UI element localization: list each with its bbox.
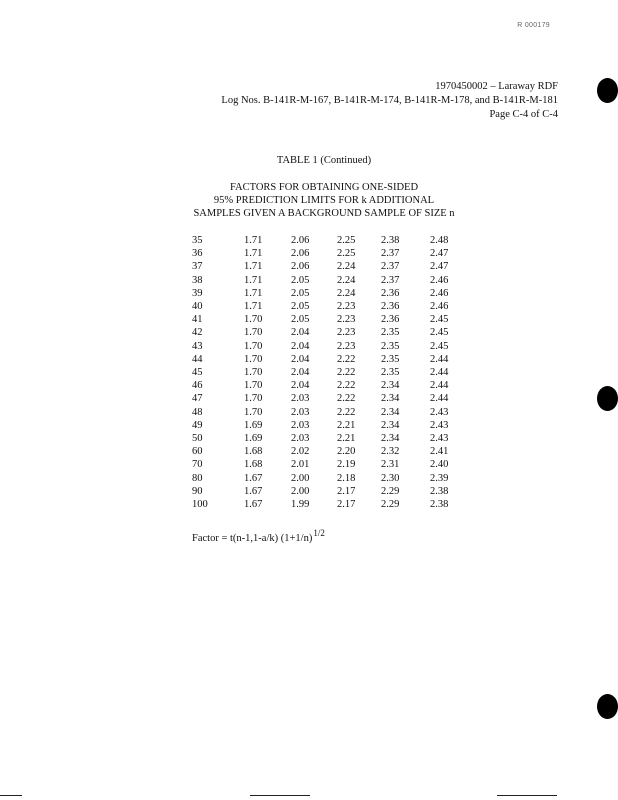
table-row	[184, 326, 470, 339]
table-cell-n: 80	[192, 472, 203, 484]
table-cell-factor: 1.70	[244, 353, 263, 365]
table-cell-factor: 2.45	[430, 314, 449, 326]
table-cell-factor: 2.22	[337, 353, 356, 365]
table-cell-n: 39	[192, 287, 203, 299]
table-cell-factor: 1.67	[244, 485, 263, 497]
table-cell-factor: 2.45	[430, 327, 449, 339]
table-cell-factor: 2.03	[291, 433, 310, 445]
table-cell-factor: 2.43	[430, 406, 449, 418]
table-row	[184, 445, 470, 458]
table-cell-factor: 2.34	[381, 393, 400, 405]
table-row	[184, 300, 470, 313]
table-cell-factor: 2.48	[430, 235, 449, 246]
table-cell-factor: 2.04	[291, 340, 310, 352]
table-row	[184, 366, 470, 379]
table-cell-factor: 2.37	[381, 261, 400, 273]
table-cell-factor: 2.43	[430, 433, 449, 445]
table-cell-n: 90	[192, 485, 203, 497]
table-cell-factor: 2.24	[337, 261, 356, 273]
table-cell-n: 36	[192, 248, 203, 260]
table-cell-factor: 2.47	[430, 248, 449, 260]
punch-hole-icon	[597, 694, 618, 719]
table-cell-factor: 2.43	[430, 419, 449, 431]
document-id: R 000179	[517, 22, 550, 29]
log-numbers: Log Nos. B-141R-M-167, B-141R-M-174, B-141R-M-178, and B-141R-M-181	[221, 95, 558, 106]
table-row	[184, 392, 470, 405]
table-cell-factor: 2.45	[430, 340, 449, 352]
table-cell-n: 50	[192, 433, 203, 445]
table-cell-factor: 1.71	[244, 274, 263, 286]
subtitle-line-2: 95% PREDICTION LIMITS FOR k ADDITIONAL	[213, 195, 435, 206]
table-cell-factor: 2.04	[291, 380, 310, 392]
table-cell-n: 42	[192, 327, 203, 339]
subtitle-line-1: FACTORS FOR OBTAINING ONE-SIDED	[229, 182, 419, 193]
table-cell-factor: 2.36	[381, 301, 400, 313]
table-cell-factor: 2.22	[337, 406, 356, 418]
table-row	[184, 313, 470, 326]
table-cell-n: 44	[192, 353, 203, 365]
table-cell-n: 38	[192, 274, 203, 286]
table-cell-factor: 2.46	[430, 287, 449, 299]
table-cell-factor: 2.39	[430, 472, 449, 484]
table-cell-factor: 2.18	[337, 472, 356, 484]
table-row	[184, 234, 470, 247]
table-cell-factor: 2.35	[381, 353, 400, 365]
table-cell-factor: 2.23	[337, 301, 356, 313]
footer-rule	[250, 795, 310, 796]
table-cell-factor: 2.02	[291, 446, 310, 458]
table-cell-n: 40	[192, 301, 203, 313]
table-cell-factor: 2.29	[381, 485, 400, 497]
table-cell-factor: 2.19	[337, 459, 356, 471]
table-cell-factor: 2.24	[337, 287, 356, 299]
table-cell-factor: 1.70	[244, 406, 263, 418]
table-cell-factor: 2.25	[337, 235, 356, 246]
formula-exponent: 1/2	[313, 528, 325, 538]
table-cell-factor: 2.06	[291, 248, 310, 260]
table-row	[184, 498, 470, 511]
table-cell-factor: 2.36	[381, 314, 400, 326]
table-cell-n: 47	[192, 393, 203, 405]
table-cell-factor: 2.34	[381, 433, 400, 445]
table-row	[184, 419, 470, 432]
project-title: 1970450002 – Laraway RDF	[435, 81, 558, 92]
table-cell-factor: 1.71	[244, 248, 263, 260]
table-cell-factor: 2.47	[430, 261, 449, 273]
table-cell-factor: 2.06	[291, 261, 310, 273]
page-number: Page C-4 of C-4	[489, 109, 558, 120]
table-cell-factor: 1.69	[244, 433, 263, 445]
table-subtitle	[0, 181, 618, 220]
table-cell-factor: 1.70	[244, 314, 263, 326]
formula-text: Factor = t(n-1,1-a/k) (1+1/n)	[192, 533, 313, 544]
table-cell-factor: 2.22	[337, 380, 356, 392]
table-cell-factor: 2.05	[291, 314, 310, 326]
table-cell-n: 60	[192, 446, 203, 458]
table-cell-factor: 2.06	[291, 235, 310, 246]
table-cell-n: 48	[192, 406, 203, 418]
table-cell-factor: 2.44	[430, 353, 449, 365]
table-row	[184, 379, 470, 392]
table-row	[184, 458, 470, 471]
table-cell-factor: 2.00	[291, 485, 310, 497]
table-row	[184, 260, 470, 273]
table-row	[184, 274, 470, 287]
table-cell-factor: 1.70	[244, 367, 263, 379]
table-row	[184, 287, 470, 300]
table-cell-factor: 2.17	[337, 499, 356, 511]
table-cell-factor: 2.17	[337, 485, 356, 497]
table-cell-factor: 1.71	[244, 235, 263, 246]
table-cell-factor: 2.04	[291, 327, 310, 339]
table-cell-factor: 2.38	[381, 235, 400, 246]
factor-formula	[192, 528, 325, 544]
table-cell-factor: 2.32	[381, 446, 400, 458]
table-cell-n: 45	[192, 367, 203, 379]
table-cell-factor: 2.22	[337, 367, 356, 379]
punch-hole-icon	[597, 386, 618, 411]
table-row	[184, 406, 470, 419]
table-cell-factor: 2.37	[381, 248, 400, 260]
table-cell-factor: 2.44	[430, 393, 449, 405]
table-cell-factor: 1.70	[244, 380, 263, 392]
table-row	[184, 340, 470, 353]
table-cell-factor: 2.03	[291, 393, 310, 405]
table-cell-factor: 2.34	[381, 406, 400, 418]
table-cell-factor: 2.20	[337, 446, 356, 458]
footer-rule	[0, 795, 22, 796]
table-cell-n: 41	[192, 314, 203, 326]
table-cell-factor: 2.05	[291, 301, 310, 313]
table-cell-factor: 2.34	[381, 419, 400, 431]
table-cell-factor: 2.00	[291, 472, 310, 484]
table-cell-factor: 2.34	[381, 380, 400, 392]
table-cell-factor: 1.70	[244, 393, 263, 405]
table-cell-factor: 2.44	[430, 367, 449, 379]
table-cell-factor: 2.40	[430, 459, 449, 471]
table-row	[184, 353, 470, 366]
table-cell-n: 46	[192, 380, 203, 392]
factor-table-body	[184, 234, 470, 511]
table-cell-factor: 2.23	[337, 340, 356, 352]
table-cell-factor: 1.68	[244, 459, 263, 471]
punch-hole-icon	[597, 78, 618, 103]
table-row	[184, 472, 470, 485]
table-cell-factor: 1.70	[244, 340, 263, 352]
table-cell-factor: 2.31	[381, 459, 400, 471]
table-cell-factor: 2.04	[291, 367, 310, 379]
table-cell-factor: 2.29	[381, 499, 400, 511]
table-cell-factor: 2.21	[337, 433, 356, 445]
table-cell-factor: 1.67	[244, 499, 263, 511]
table-cell-factor: 1.69	[244, 419, 263, 431]
table-cell-factor: 2.23	[337, 314, 356, 326]
subtitle-line-3: SAMPLES GIVEN A BACKGROUND SAMPLE OF SIZE n	[193, 208, 455, 219]
page-header	[221, 80, 558, 122]
factor-table	[184, 234, 470, 511]
table-cell-n: 37	[192, 261, 203, 273]
table-cell-n: 35	[192, 235, 203, 246]
table-cell-n: 49	[192, 419, 203, 431]
table-title: TABLE 1 (Continued)	[276, 155, 372, 166]
table-cell-factor: 1.67	[244, 472, 263, 484]
table-cell-factor: 2.35	[381, 367, 400, 379]
table-cell-factor: 2.35	[381, 327, 400, 339]
table-cell-factor: 2.38	[430, 485, 449, 497]
table-cell-factor: 2.30	[381, 472, 400, 484]
table-cell-factor: 2.46	[430, 301, 449, 313]
table-cell-n: 100	[192, 499, 208, 511]
table-cell-n: 70	[192, 459, 203, 471]
table-cell-factor: 2.37	[381, 274, 400, 286]
table-cell-factor: 2.03	[291, 406, 310, 418]
table-cell-factor: 2.46	[430, 274, 449, 286]
table-cell-factor: 2.01	[291, 459, 310, 471]
table-cell-factor: 2.38	[430, 499, 449, 511]
table-cell-factor: 1.71	[244, 301, 263, 313]
table-cell-factor: 2.36	[381, 287, 400, 299]
table-cell-factor: 1.70	[244, 327, 263, 339]
table-cell-factor: 2.41	[430, 446, 449, 458]
table-cell-factor: 2.05	[291, 274, 310, 286]
table-cell-factor: 1.99	[291, 499, 310, 511]
table-cell-factor: 2.44	[430, 380, 449, 392]
table-row	[184, 485, 470, 498]
table-cell-factor: 1.71	[244, 287, 263, 299]
table-cell-factor: 2.35	[381, 340, 400, 352]
table-cell-factor: 2.04	[291, 353, 310, 365]
table-cell-factor: 2.21	[337, 419, 356, 431]
table-cell-n: 43	[192, 340, 203, 352]
table-cell-factor: 2.24	[337, 274, 356, 286]
table-cell-factor: 2.23	[337, 327, 356, 339]
table-cell-factor: 2.03	[291, 419, 310, 431]
table-row	[184, 247, 470, 260]
footer-rule	[497, 795, 557, 796]
table-cell-factor: 2.05	[291, 287, 310, 299]
table-cell-factor: 2.22	[337, 393, 356, 405]
table-row	[184, 432, 470, 445]
table-cell-factor: 2.25	[337, 248, 356, 260]
table-cell-factor: 1.68	[244, 446, 263, 458]
table-cell-factor: 1.71	[244, 261, 263, 273]
